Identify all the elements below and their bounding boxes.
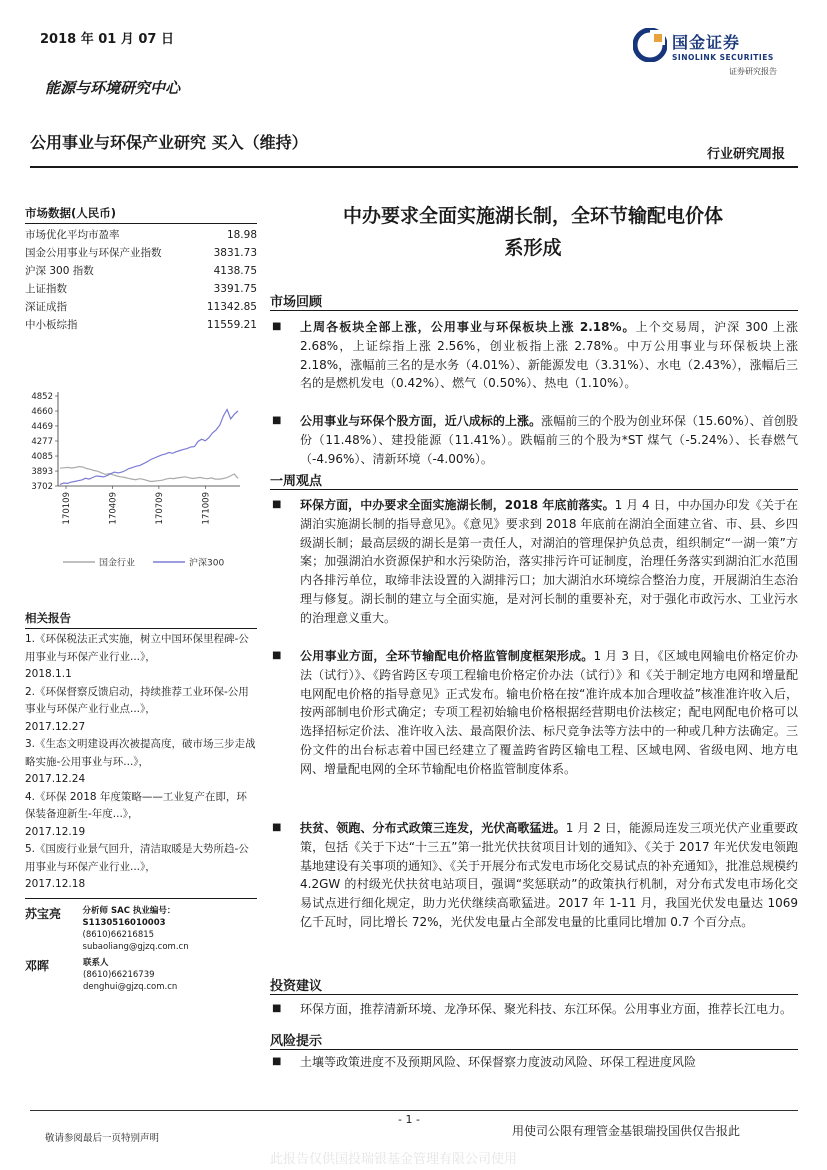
report-type: 行业研究周报 xyxy=(706,147,785,162)
market-row-label: 国金公用事业与环保产业指数 xyxy=(25,247,162,259)
research-center: 能源与环境研究中心 xyxy=(45,79,181,97)
analyst-1-phone: (8610)66216815 xyxy=(82,930,155,940)
section-market-review: 市场回顾 xyxy=(270,295,323,310)
chart-y-tick-label: 4277 xyxy=(31,437,53,447)
review-bullet-1 xyxy=(272,318,798,393)
review-bullet-1-text: 上个交易周，沪深 300 上涨 2.68%，上证综指上涨 2.56%，创业板指上涨 2.78%。中万公用事业与环保板块上涨 2.18%，涨幅前三名的是水务（4.01%）、新能源发电（3.31%）、水电（2.43%），涨幅后三名的是燃机发电（0.42%）、燃气（0.50%）、热电（1.10%）。 xyxy=(300,320,798,391)
market-row xyxy=(25,298,257,316)
footer-rule xyxy=(30,1110,798,1111)
market-row-label: 上证指数 xyxy=(25,283,67,295)
market-row xyxy=(25,262,257,280)
chart-y-tick-label: 3702 xyxy=(31,482,53,492)
invest-bullet xyxy=(272,1000,798,1019)
related-report-title[interactable]: 5.《国废行业景气回升，清洁取暖是大势所趋-公用事业与环保产业行业...》， xyxy=(25,843,249,873)
section-rule xyxy=(270,1049,798,1050)
bullet-square-icon: ■ xyxy=(272,1056,282,1067)
analyst-panel xyxy=(25,898,257,993)
analyst-1 xyxy=(25,905,257,953)
chart-y-tick-label: 4852 xyxy=(31,392,53,402)
chart-y-tick-label: 4660 xyxy=(31,407,53,418)
market-row-value: 11342.85 xyxy=(206,301,257,313)
related-report-date: 2018.1.1 xyxy=(25,668,72,680)
market-row-value: 4138.75 xyxy=(213,265,257,277)
market-row-value: 18.98 xyxy=(226,229,257,241)
market-row-value: 11559.21 xyxy=(206,319,257,331)
related-report-date: 2017.12.27 xyxy=(25,720,86,733)
index-line-chart xyxy=(25,384,257,572)
related-report-title[interactable]: 4.《环保 2018 年度策略——工业复产在即，环保装备迎新生-年度...》， xyxy=(25,790,247,820)
related-report-item[interactable] xyxy=(25,789,257,842)
analyst-2-role: 联系人 xyxy=(83,958,109,968)
logo-name: 国金证券 xyxy=(672,33,741,52)
view-bullet-1-text: 1 月 4 日，中办国办印发《关于在湖泊实施湖长制的指导意见》。《意见》要求到 2018 年底前在湖泊全面建立省、市、县、乡四级湖长制；最高层级的湖长是第一责任人，对湖泊的管理保护负总责，组织制定“一湖一策”方案；加强湖泊水资源保护和水污染防治，落实排污许可证制度，治理任务落实到湖泊汇水范围内各排污单位，取缔非法设置的入湖排污口；加大湖泊水环境综合整治力度，开展湖泊生态治理与修复。湖长制的建立与全面实施，是对河长制的重要补充，对于强化市政污水、工业污水的治理意义重大。 xyxy=(300,498,798,625)
risk-text: 土壤等政策进度不及预期风险、环保督察力度波动风险、环保工程进度风险 xyxy=(300,1055,697,1069)
analyst-2 xyxy=(25,957,257,993)
market-row-value: 3391.75 xyxy=(213,283,257,295)
chart-x-tick-label: 171009 xyxy=(201,492,212,525)
page-number: - 1 - xyxy=(398,1113,420,1126)
chart-y-tick-label: 3893 xyxy=(31,467,53,478)
chart-series-line-hs300 xyxy=(60,410,238,485)
chart-x-tick-label: 170409 xyxy=(108,492,119,525)
related-reports xyxy=(25,610,257,894)
market-row-label: 沪深 300 指数 xyxy=(25,265,94,277)
view-bullet-3 xyxy=(272,819,798,932)
chart-legend-label: 国金行业 xyxy=(99,558,136,569)
market-row-label: 中小板综指 xyxy=(25,319,78,331)
footer-notice: 用使司公限有理管金基银瑞投国供仅告报此 xyxy=(512,1124,741,1138)
bullet-square-icon: ■ xyxy=(272,650,282,661)
header-rule xyxy=(30,166,798,168)
view-bullet-1-lead: 环保方面，中办要求全面实施湖长制，2018 年底前落实。 xyxy=(300,498,615,512)
watermark: 此报告仅供国投瑞银基金管理有限公司使用 xyxy=(270,1152,518,1167)
logo-subtitle: 证券研究报告 xyxy=(729,67,777,76)
chart-x-tick-label: 170109 xyxy=(62,492,72,525)
analyst-2-name: 邓晖 xyxy=(25,959,50,973)
related-report-date: 2017.12.18 xyxy=(25,878,86,890)
headline-line-1: 中办要求全面实施湖长制，全环节输配电价体 xyxy=(342,205,723,227)
review-bullet-2-lead: 公用事业与环保个股方面，近八成标的上涨。 xyxy=(300,414,542,428)
related-report-item[interactable] xyxy=(25,736,257,789)
bullet-square-icon: ■ xyxy=(272,415,282,426)
related-report-item[interactable] xyxy=(25,684,257,737)
risk-bullet xyxy=(272,1053,798,1072)
section-rule xyxy=(270,310,798,311)
market-data-rows xyxy=(25,226,257,334)
related-report-title[interactable]: 1.《环保税法正式实施，树立中国环保里程碑-公用事业与环保产业行业...》， xyxy=(25,633,249,663)
chart-legend-label: 沪深300 xyxy=(189,558,225,569)
headline xyxy=(268,200,798,264)
report-title: 公用事业与环保产业研究 买入（维持） xyxy=(30,133,308,152)
chart-x-tick-label: 170709 xyxy=(154,492,165,525)
section-investment: 投资建议 xyxy=(270,979,323,994)
market-row xyxy=(25,280,257,298)
view-bullet-2 xyxy=(272,647,798,779)
market-data-panel xyxy=(25,205,257,334)
related-reports-title: 相关报告 xyxy=(25,610,257,629)
section-weekly-view: 一周观点 xyxy=(270,474,323,489)
related-report-title[interactable]: 3.《生态文明建设再次被提高度，破市场三步走战略实施-公用事业与环...》， xyxy=(25,738,256,768)
headline-line-2: 系形成 xyxy=(504,237,562,259)
sinolink-logo-icon xyxy=(633,28,667,62)
bullet-square-icon: ■ xyxy=(272,822,282,833)
chart-series-line-industry xyxy=(60,467,238,482)
view-bullet-1 xyxy=(272,496,798,628)
market-row-label: 市场优化平均市盈率 xyxy=(25,229,120,241)
report-date: 2018 年 01 月 07 日 xyxy=(40,32,174,47)
review-bullet-2-text: 涨幅前三的个股为创业环保（15.60%）、首创股份（11.48%）、建投能源（11.41%）。跌幅前三的个股为*ST 煤气（-5.24%）、长春燃气（-4.96%）、清新环境（-4.00%）。 xyxy=(300,414,798,466)
view-bullet-2-lead: 公用事业方面，全环节输配电价格监管制度框架形成。 xyxy=(300,649,594,663)
related-report-title[interactable]: 2.《环保督察反馈启动，持续推荐工业环保-公用事业与环保产业行业点...》， xyxy=(25,685,249,715)
chart-y-tick-label: 4085 xyxy=(31,452,53,463)
market-data-title: 市场数据(人民币) xyxy=(25,205,257,224)
related-report-item[interactable] xyxy=(25,841,257,894)
bullet-square-icon: ■ xyxy=(272,321,282,332)
analyst-1-name: 苏宝亮 xyxy=(25,907,62,921)
market-row xyxy=(25,244,257,262)
related-report-date: 2017.12.19 xyxy=(25,825,86,838)
market-row-value: 3831.73 xyxy=(213,247,257,259)
review-bullet-2 xyxy=(272,412,798,468)
market-row xyxy=(25,226,257,244)
footer-disclaimer: 敬请参阅最后一页特别声明 xyxy=(45,1133,160,1144)
bullet-square-icon: ■ xyxy=(272,1003,282,1014)
chart-y-tick-label: 4469 xyxy=(31,421,53,432)
review-bullet-1-lead: 上周各板块全部上涨，公用事业与环保板块上涨 2.18%。 xyxy=(300,320,636,334)
related-reports-list xyxy=(25,631,257,894)
section-rule xyxy=(270,489,798,490)
related-report-date: 2017.12.24 xyxy=(25,773,86,785)
logo-en: SINOLINK SECURITIES xyxy=(672,53,774,62)
analyst-2-email[interactable]: denghui@gjzq.com.cn xyxy=(83,982,178,992)
section-risk: 风险提示 xyxy=(270,1034,323,1049)
analyst-2-phone: (8610)66216739 xyxy=(83,970,155,980)
view-bullet-2-text: 1 月 3 日，《区域电网输电价格定价办法（试行）》、《跨省跨区专项工程输电价格定价办法（试行）》和《关于制定地方电网和增量配电网配电价格的指导意见》正式发布。输电价格在按“准许成本加合理收益”核准准许收入后，按两部制电价形式确定；专项工程初始输电价格根据经营期电价法核定；配电网配电价格可以选择招标定价法、准许收入法、最高限价法、标尺竞争法等方法中的一种或几种方法确定。三份文件的出台标志着中国已经建立了覆盖跨省跨区输电工程、区域电网、省级电网、地方电网、增量配电网的全环节输配电价格监管制度体系。 xyxy=(300,649,798,776)
market-row xyxy=(25,316,257,334)
view-bullet-3-text: 1 月 2 日，能源局连发三项光伏产业重要政策，包括《关于下达“十三五”第一批光伏扶贫项目计划的通知》、《关于 2017 年光伏发电领跑基地建设有关事项的通知》、《关于开展分布式发电市场化交易试点的补充通知》，批准总规模约 4.2GW 的村级光伏扶贫电站项目，强调“奖惩联动”的政策执行机制，对分布式发电市场化交易试点进行细化规定，助力光伏继续高歌猛进。2017 年 1-11 月，我国光伏发电量达 1069 亿千瓦时，同比增长 72%，光伏发电量占全部发电量的比重同比增加 0.7 个百分点。 xyxy=(300,821,799,929)
related-report-item[interactable] xyxy=(25,631,257,684)
bullet-square-icon: ■ xyxy=(272,499,282,510)
invest-text: 环保方面，推荐清新环境、龙净环保、聚光科技、东江环保。公用事业方面，推荐长江电力。 xyxy=(300,1002,793,1016)
market-row-label: 深证成指 xyxy=(25,301,67,313)
section-rule xyxy=(270,994,798,995)
view-bullet-3-lead: 扶贫、领跑、分布式政策三连发，光伏高歌猛进。 xyxy=(300,821,566,835)
analyst-1-cert: 分析师 SAC 执业编号：S1130516010003 xyxy=(82,906,176,928)
analyst-1-email[interactable]: subaoliang@gjzq.com.cn xyxy=(82,942,189,952)
